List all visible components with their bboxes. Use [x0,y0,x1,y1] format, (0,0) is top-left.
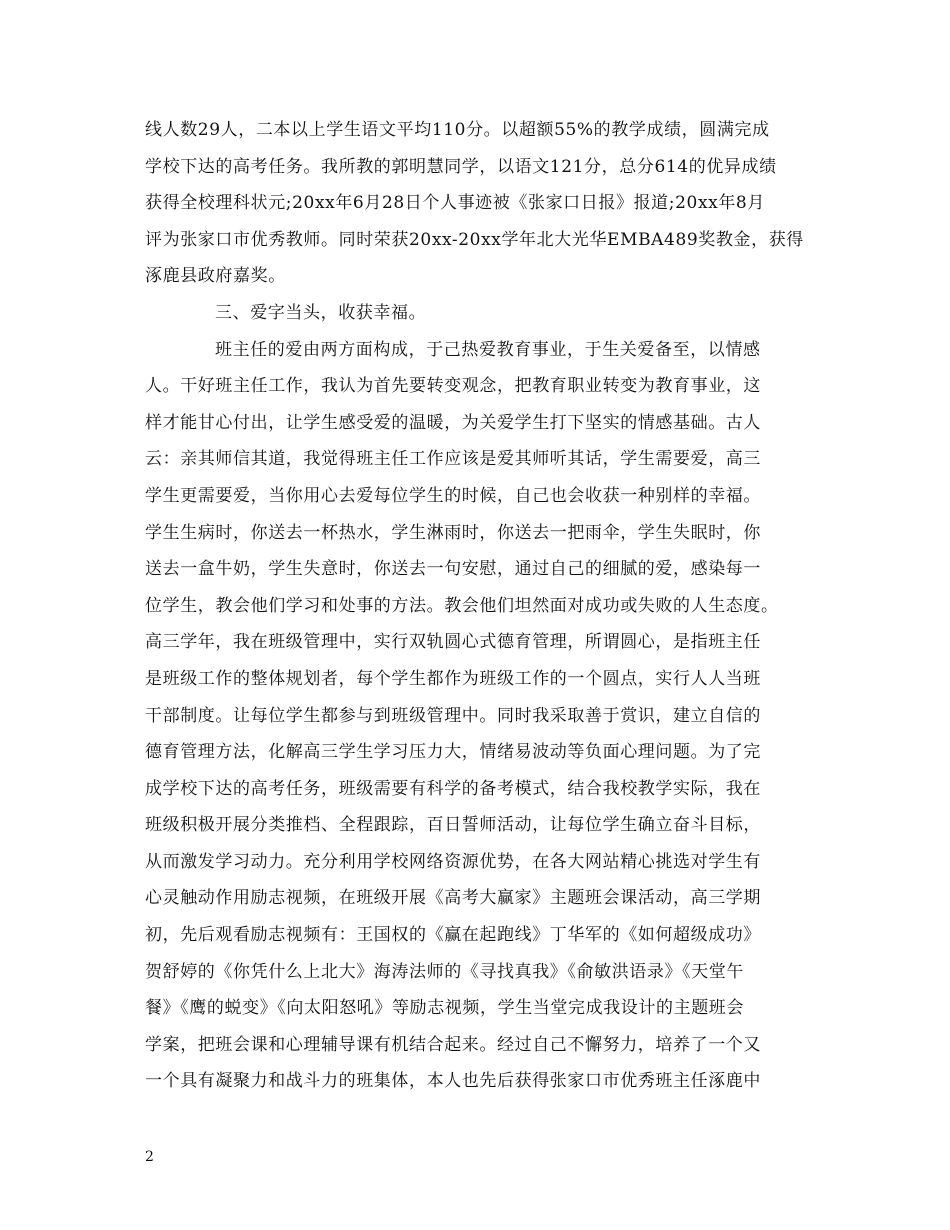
text-line: 初，先后观看励志视频有：王国权的《赢在起跑线》丁华军的《如何超级成功》 [145,925,761,946]
text-line: 班级积极开展分类推档、全程跟踪，百日誓师活动，让每位学生确立奋斗目标， [145,815,761,836]
text-line: 一个具有凝聚力和战斗力的班集体，本人也先后获得张家口市优秀班主任涿鹿中 [145,1071,761,1092]
text-line: 成学校下达的高考任务，班级需要有科学的备考模式，结合我校教学实际，我在 [145,778,761,799]
text-line: 线人数29人，二本以上学生语文平均110分。以超额55%的教学成绩，圆满完成 [145,120,770,140]
text-line: 从而激发学习动力。充分利用学校网络资源优势，在各大网站精心挑选对学生有 [145,851,761,872]
page-number: 2 [145,1149,154,1165]
text-line: 获得全校理科状元;20xx年6月28日个人事迹被《张家口日报》报道;20xx年8月 [145,193,765,214]
text-line: 餐》《鹰的蜕变》《向太阳怒吼》等励志视频，学生当堂完成我设计的主题班会 [145,998,744,1019]
text-line: 云：亲其师信其道，我觉得班主任工作应该是爱其师听其话，学生需要爱，高三 [145,449,761,470]
text-line: 送去一盒牛奶，学生失意时，你送去一句安慰，通过自己的细腻的爱，感染每一 [145,559,761,580]
section-heading: 三、爱字当头，收获幸福。 [215,302,427,323]
text-line: 评为张家口市优秀教师。同时荣获20xx-20xx学年北大光华EMBA489奖教金，获得 [145,229,804,250]
text-line: 学校下达的高考任务。我所教的郭明慧同学，以语文121分，总分614的优异成绩 [145,156,777,177]
text-line: 高三学年，我在班级管理中，实行双轨圆心式德育管理，所谓圆心，是指班主任 [145,632,761,653]
text-line: 干部制度。让每位学生都参与到班级管理中。同时我采取善于赏识，建立自信的 [145,705,761,726]
document-body [145,112,815,1100]
text-line: 涿鹿县政府嘉奖。 [145,266,286,287]
text-line: 是班级工作的整体规划者，每个学生都作为班级工作的一个圆点，实行人人当班 [145,668,761,689]
text-line: 心灵触动作用励志视频，在班级开展《高考大赢家》主题班会课活动，高三学期 [145,888,761,909]
text-line: 德育管理方法，化解高三学生学习压力大，情绪易波动等负面心理问题。为了完 [145,742,761,763]
text-line: 人。干好班主任工作，我认为首先要转变观念，把教育职业转变为教育事业，这 [145,376,761,397]
text-line: 学案，把班会课和心理辅导课有机结合起来。经过自己不懈努力，培养了一个又 [145,1034,761,1055]
text-line: 学生更需要爱，当你用心去爱每位学生的时候，自己也会收获一种别样的幸福。 [145,485,761,506]
text-line: 样才能甘心付出，让学生感受爱的温暖，为关爱学生打下坚实的情感基础。古人 [145,412,761,433]
text-line: 班主任的爱由两方面构成，于己热爱教育事业，于生关爱备至，以情感 [215,339,761,360]
text-line: 位学生，教会他们学习和处事的方法。教会他们坦然面对成功或失败的人生态度。 [145,595,779,616]
text-line: 贺舒婷的《你凭什么上北大》海涛法师的《寻找真我》《俞敏洪语录》《天堂午 [145,961,744,982]
text-line: 学生生病时，你送去一杯热水，学生淋雨时，你送去一把雨伞，学生失眠时，你 [145,522,761,543]
